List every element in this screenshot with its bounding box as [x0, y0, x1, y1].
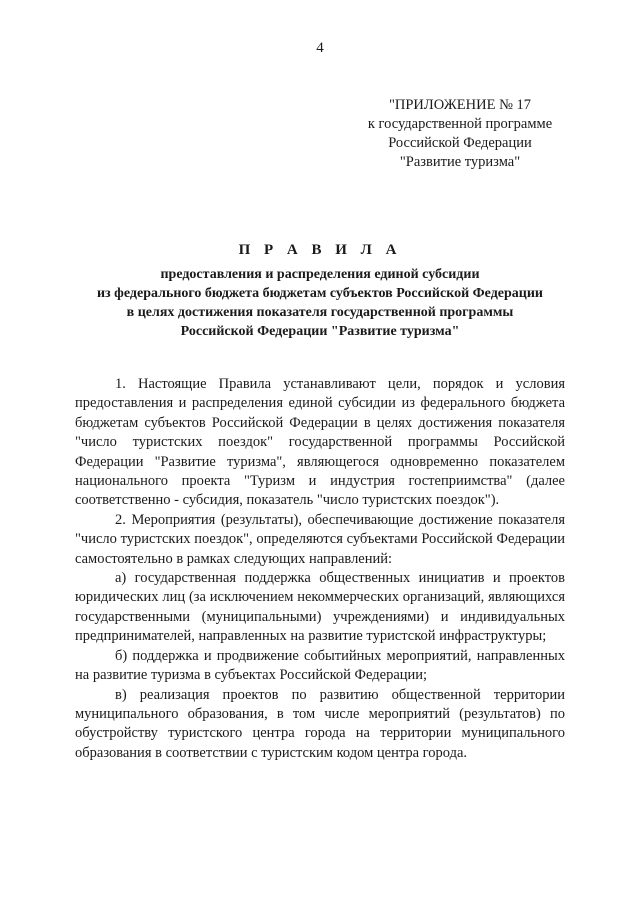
document-subtitle [60, 265, 580, 341]
appendix-line: к государственной программе [367, 116, 553, 132]
subtitle-line: предоставления и распределения единой субсидии [160, 267, 480, 282]
document-title: П Р А В И Л А [238, 242, 402, 258]
subtitle-line: Российской Федерации "Развитие туризма" [180, 324, 460, 339]
paragraph-2a: а) государственная поддержка общественных инициатив и проектов юридических лиц (за исключением некоммерческих организаций, являющихся государственными (муниципальными) учреждениями) и индивидуальных предпринимателей, направленных на развитие туристской инфраструктуры; [75, 570, 565, 645]
document-body [75, 375, 565, 763]
appendix-line: Российской Федерации [388, 135, 532, 151]
appendix-line: "Развитие туризма" [399, 154, 521, 170]
paragraph-1: 1. Настоящие Правила устанавливают цели, порядок и условия предоставления и распределения единой субсидии из федерального бюджета бюджетам субъектов Российской Федерации в целях достижения показателя "число туристских поездок" государственной программы Российской Федерации "Развитие туризма", являющегося одновременно показателем национального проекта "Туризм и индустрия гостеприимства" (далее соответственно - субсидия, показатель "число туристских поездок"). [75, 376, 565, 509]
subtitle-line: в целях достижения показателя государственной программы [126, 305, 514, 320]
paragraph-2c: в) реализация проектов по развитию общественной территории муниципального образования, в том числе мероприятий (результатов) по обустройству туристского центра города на территории муниципального образования в соответствии с туристским кодом центра города. [75, 686, 565, 761]
page-number: 4 [316, 40, 324, 56]
appendix-header [340, 96, 580, 172]
subtitle-line: из федерального бюджета бюджетам субъектов Российской Федерации [96, 286, 543, 301]
paragraph-2b: б) поддержка и продвижение событийных мероприятий, направленных на развитие туризма в субъектах Российской Федерации; [75, 647, 565, 684]
appendix-line: "ПРИЛОЖЕНИЕ № 17 [388, 97, 532, 113]
paragraph-2: 2. Мероприятия (результаты), обеспечивающие достижение показателя "число туристских поездок", определяются субъектами Российской Федерации самостоятельно в рамках следующих направлений: [75, 511, 565, 567]
